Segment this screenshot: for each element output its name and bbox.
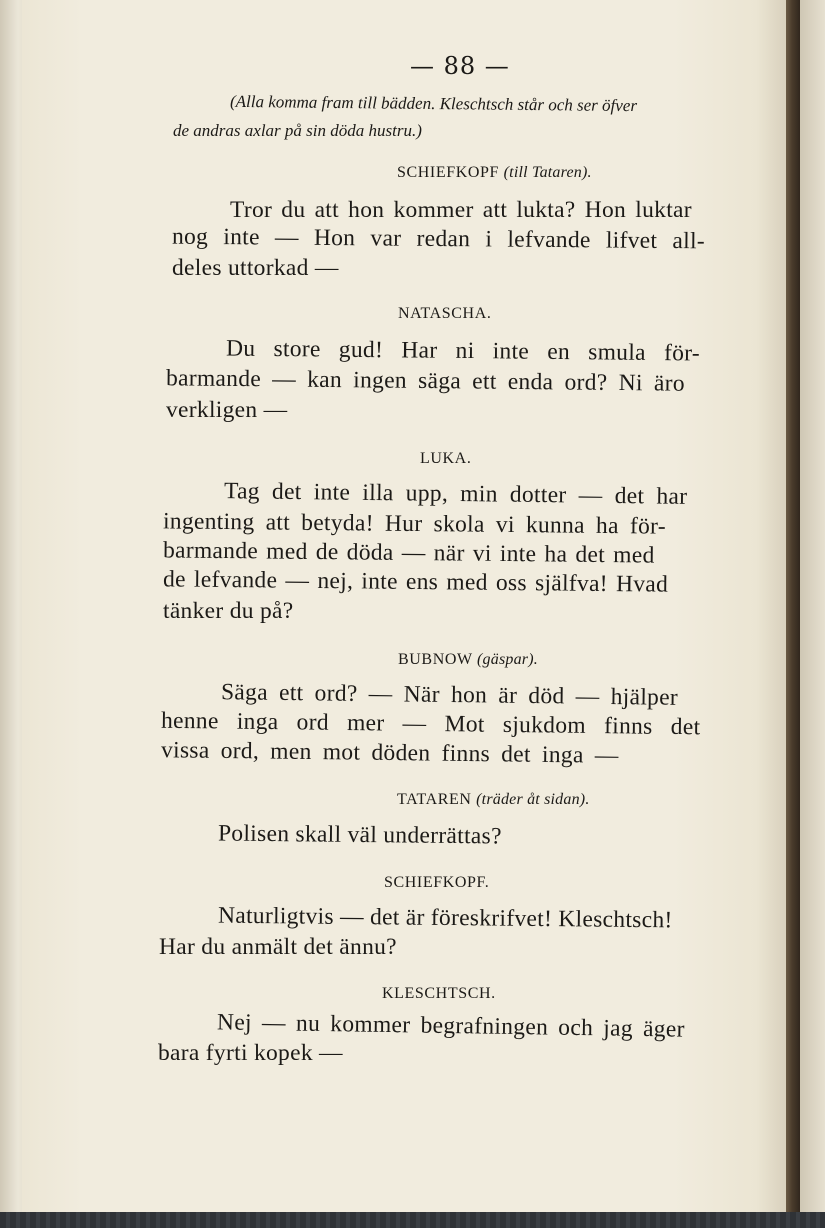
book-gutter: [786, 0, 801, 1228]
speaker-name: TATAREN: [397, 791, 472, 808]
table-surface: [0, 1212, 825, 1228]
dialogue-line: vissa ord, men mot döden finns det inga —: [160, 737, 619, 769]
facing-page-edge: [800, 0, 825, 1228]
dialogue-line: de lefvande — nej, inte ens med oss själfva! Hvad: [162, 566, 669, 598]
speaker-name: LUKA.: [420, 450, 472, 467]
speaker-heading: [397, 164, 592, 182]
speaker-name: NATASCHA.: [398, 305, 492, 322]
dialogue-line: nog inte — Hon var redan i lefvande lifvet all-: [171, 223, 706, 255]
dialogue-line: Tag det inte illa upp, min dotter — det har: [223, 478, 688, 510]
dialogue-line: Säga ett ord? — När hon är död — hjälper: [220, 679, 679, 711]
dialogue-line: Du store gud! Har ni inte en smula för-: [225, 335, 701, 367]
speaker-heading: [398, 651, 538, 669]
speaker-name: KLESCHTSCH.: [382, 985, 496, 1002]
stage-direction-line-1: (Alla komma fram till bädden. Kleschtsch står och ser öfver: [229, 91, 638, 116]
dialogue-line: henne inga ord mer — Mot sjukdom finns det: [160, 707, 701, 741]
dialogue-line: verkligen —: [166, 397, 288, 423]
dialogue-line: tänker du på?: [163, 598, 294, 624]
speaker-heading: [420, 450, 471, 468]
speaker-direction: (till Tataren).: [503, 164, 592, 181]
dialogue-line: Polisen skall väl underrättas?: [217, 820, 502, 850]
dialogue-line: Tror du att hon kommer att lukta? Hon luktar: [230, 197, 692, 223]
dialogue-line: barmande med de döda — när vi inte ha det med: [162, 537, 655, 569]
stage-direction-line-2: de andras axlar på sin döda hustru.): [173, 121, 422, 140]
speaker-name: SCHIEFKOPF: [397, 164, 500, 181]
dialogue-line: ingenting att betyda! Hur skola vi kunna ha för-: [162, 508, 667, 540]
speaker-name: SCHIEFKOPF.: [384, 874, 490, 891]
speaker-name: BUBNOW: [398, 651, 473, 668]
speaker-heading: [384, 874, 489, 892]
dialogue-line: Har du anmält det ännu?: [159, 934, 397, 960]
speaker-direction: (träder åt sidan).: [476, 791, 590, 808]
speaker-heading: [397, 791, 590, 809]
dialogue-line: bara fyrti kopek —: [158, 1040, 343, 1066]
speaker-heading: [398, 305, 491, 323]
speaker-direction: (gäspar).: [477, 651, 538, 668]
speaker-heading: [382, 985, 496, 1003]
dialogue-line: barmande — kan ingen säga ett enda ord? Ni äro: [165, 365, 685, 397]
page-number: — 88 —: [410, 52, 510, 80]
dialogue-line: Naturligtvis — det är föreskrifvet! Kleschtsch!: [217, 902, 673, 934]
dialogue-line: Nej — nu kommer begrafningen och jag äger: [216, 1009, 685, 1043]
dialogue-line: deles uttorkad —: [172, 255, 339, 281]
